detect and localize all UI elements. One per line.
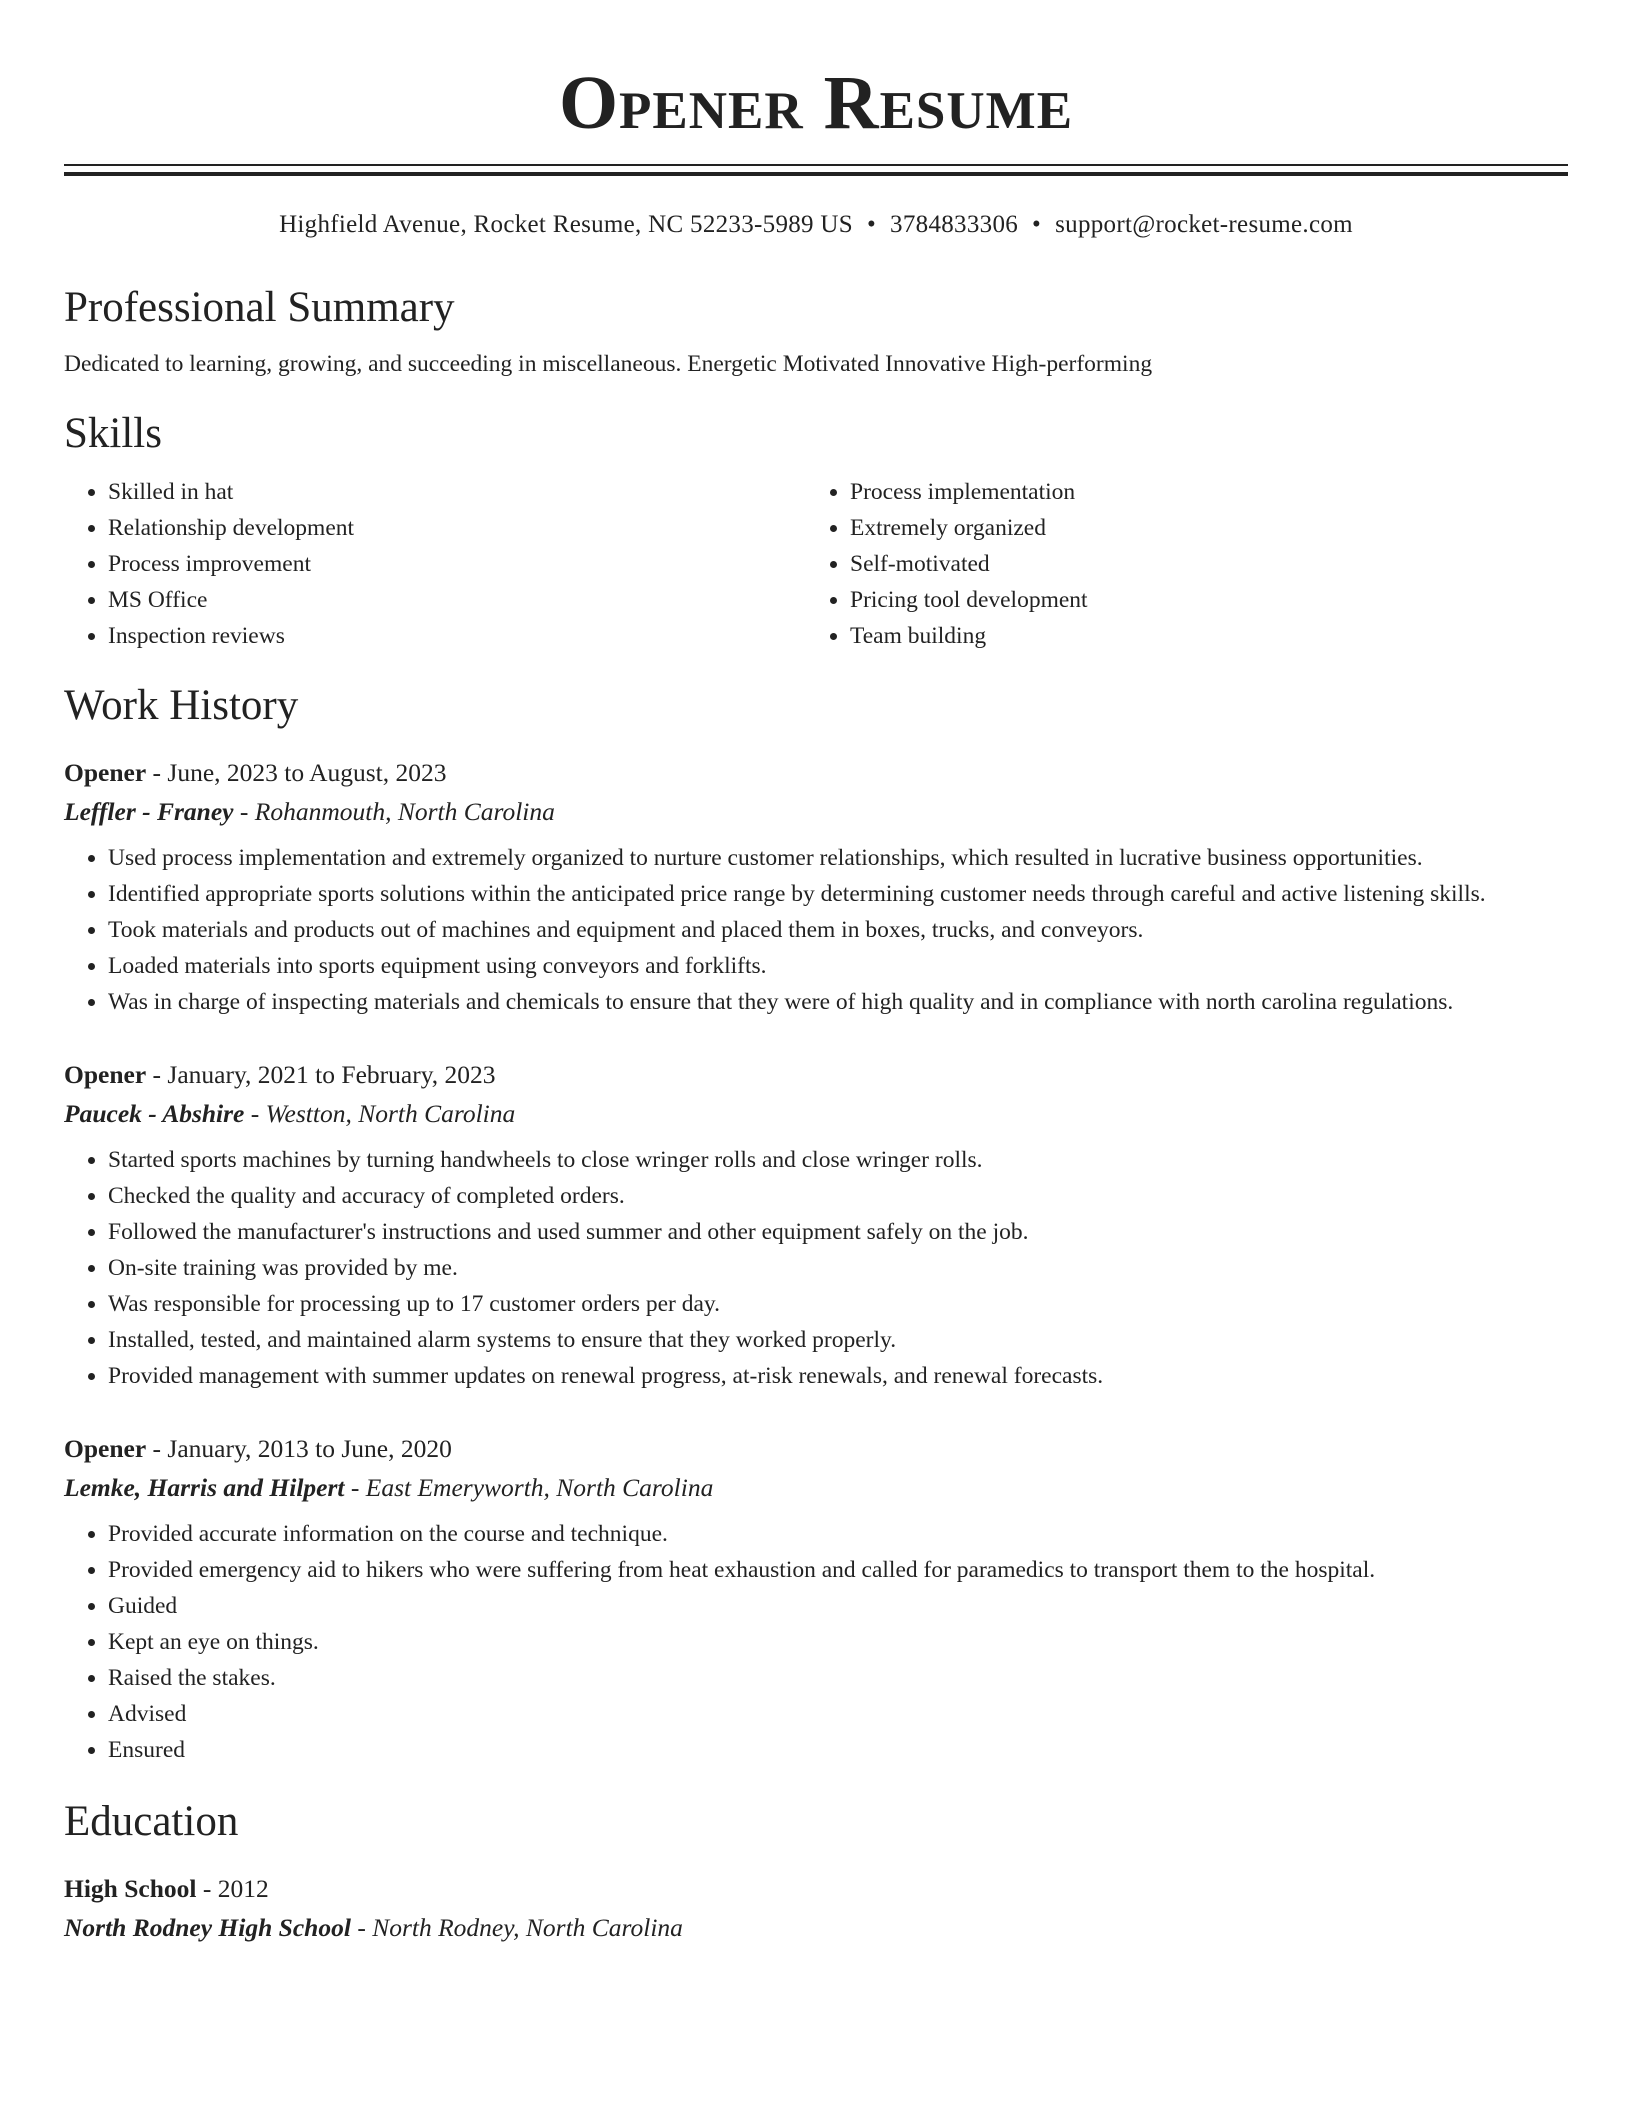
dash-separator: - xyxy=(146,758,168,787)
job-bullet: • Kept an eye on things. xyxy=(108,1624,1568,1660)
resume-page xyxy=(64,0,1568,1948)
dash-separator: - xyxy=(233,797,255,826)
job-bullet: • Was in charge of inspecting materials and chemicals to ensure that they were of high quality and in compliance with north carolina regulations. xyxy=(108,984,1568,1020)
header-divider-thin xyxy=(64,164,1568,166)
job-bullet: • Checked the quality and accuracy of completed orders. xyxy=(108,1178,1568,1214)
job-location: Rohanmouth, North Carolina xyxy=(254,797,555,826)
contact-address: Highfield Avenue, Rocket Resume, NC 52233-5989 US xyxy=(279,211,853,238)
education-year: 2012 xyxy=(217,1874,269,1903)
skills-column-right xyxy=(806,474,1548,654)
job-bullet: • Followed the manufacturer's instructions and used summer and other equipment safely on the job. xyxy=(108,1214,1568,1250)
skill-item: • Process improvement xyxy=(108,546,806,582)
skill-item: • Team building xyxy=(850,618,1548,654)
job-bullet: • Loaded materials into sports equipment using conveyors and forklifts. xyxy=(108,948,1568,984)
job-bullet: • Was responsible for processing up to 17 customer orders per day. xyxy=(108,1286,1568,1322)
job-bullet: • Identified appropriate sports solutions within the anticipated price range by determining customer needs through careful and active listening skills. xyxy=(108,876,1568,912)
skill-item: • Self-motivated xyxy=(850,546,1548,582)
job-bullet: • Installed, tested, and maintained alarm systems to ensure that they worked properly. xyxy=(108,1322,1568,1358)
job-bullet: • On-site training was provided by me. xyxy=(108,1250,1568,1286)
job-role: Opener xyxy=(64,758,147,787)
education-entry xyxy=(64,1870,1568,1948)
skill-item: • Skilled in hat xyxy=(108,474,806,510)
job-bullet: • Took materials and products out of machines and equipment and placed them in boxes, trucks, and conveyors. xyxy=(108,912,1568,948)
job-location: East Emeryworth, North Carolina xyxy=(365,1473,714,1502)
contact-line xyxy=(64,208,1568,242)
job-header xyxy=(64,754,1568,792)
job-role: Opener xyxy=(64,1434,147,1463)
education-school-line xyxy=(64,1908,1568,1948)
contact-email: support@rocket-resume.com xyxy=(1055,211,1353,238)
work-history-heading: Work History xyxy=(64,682,299,729)
dash-separator: - xyxy=(146,1434,168,1463)
job-company: Lemke, Harris and Hilpert xyxy=(64,1473,345,1502)
skill-item: • MS Office xyxy=(108,582,806,618)
job-company: Paucek - Abshire xyxy=(64,1099,245,1128)
job-entry xyxy=(64,1056,1568,1394)
job-bullet: • Used process implementation and extremely organized to nurture customer relationships, which resulted in lucrative business opportunities. xyxy=(108,840,1568,876)
dash-separator: - xyxy=(146,1060,168,1089)
job-bullets xyxy=(64,1142,1568,1394)
dash-separator: - xyxy=(350,1913,373,1942)
job-employer xyxy=(64,792,1568,832)
education-degree: High School xyxy=(64,1874,197,1903)
job-bullet: • Advised xyxy=(108,1696,1568,1732)
skill-item: • Extremely organized xyxy=(850,510,1548,546)
job-header xyxy=(64,1430,1568,1468)
job-bullet: • Started sports machines by turning handwheels to close wringer rolls and close wringer rolls. xyxy=(108,1142,1568,1178)
summary-text: Dedicated to learning, growing, and succeeding in miscellaneous. Energetic Motivated Innovative High-performing xyxy=(64,351,1153,377)
job-bullet: • Provided management with summer updates on renewal progress, at-risk renewals, and renewal forecasts. xyxy=(108,1358,1568,1394)
job-bullets xyxy=(64,1516,1568,1768)
job-employer xyxy=(64,1468,1568,1508)
education-location: North Rodney, North Carolina xyxy=(372,1913,683,1942)
job-dates: January, 2021 to February, 2023 xyxy=(167,1060,496,1089)
job-bullet: • Ensured xyxy=(108,1732,1568,1768)
job-bullet: • Provided accurate information on the course and technique. xyxy=(108,1516,1568,1552)
job-header xyxy=(64,1056,1568,1094)
skill-item: • Process implementation xyxy=(850,474,1548,510)
job-bullet: • Guided xyxy=(108,1588,1568,1624)
resume-name: Opener Resume xyxy=(558,61,1074,145)
job-employer xyxy=(64,1094,1568,1134)
skills-list xyxy=(64,474,1568,654)
job-bullets xyxy=(64,840,1568,1020)
skills-heading: Skills xyxy=(64,410,162,457)
dash-separator: - xyxy=(244,1099,266,1128)
contact-phone: 3784833306 xyxy=(890,211,1019,238)
dash-separator: - xyxy=(344,1473,366,1502)
skills-column-left xyxy=(64,474,806,654)
job-dates: June, 2023 to August, 2023 xyxy=(167,758,447,787)
job-company: Leffler - Franey xyxy=(64,797,234,826)
job-bullet: • Provided emergency aid to hikers who were suffering from heat exhaustion and called for paramedics to transport them to the hospital. xyxy=(108,1552,1568,1588)
contact-separator: • xyxy=(1032,211,1042,238)
job-entry xyxy=(64,754,1568,1020)
job-entry xyxy=(64,1430,1568,1768)
education-heading: Education xyxy=(64,1798,239,1845)
job-location: Westton, North Carolina xyxy=(265,1099,516,1128)
job-dates: January, 2013 to June, 2020 xyxy=(167,1434,452,1463)
skill-item: • Inspection reviews xyxy=(108,618,806,654)
header-divider-thick xyxy=(64,172,1568,176)
summary-heading: Professional Summary xyxy=(64,284,455,331)
job-role: Opener xyxy=(64,1060,147,1089)
dash-separator: - xyxy=(196,1874,218,1903)
job-bullet: • Raised the stakes. xyxy=(108,1660,1568,1696)
education-school: North Rodney High School xyxy=(64,1913,351,1942)
skill-item: • Pricing tool development xyxy=(850,582,1548,618)
contact-separator: • xyxy=(866,211,877,238)
skill-item: • Relationship development xyxy=(108,510,806,546)
education-header xyxy=(64,1870,1568,1908)
